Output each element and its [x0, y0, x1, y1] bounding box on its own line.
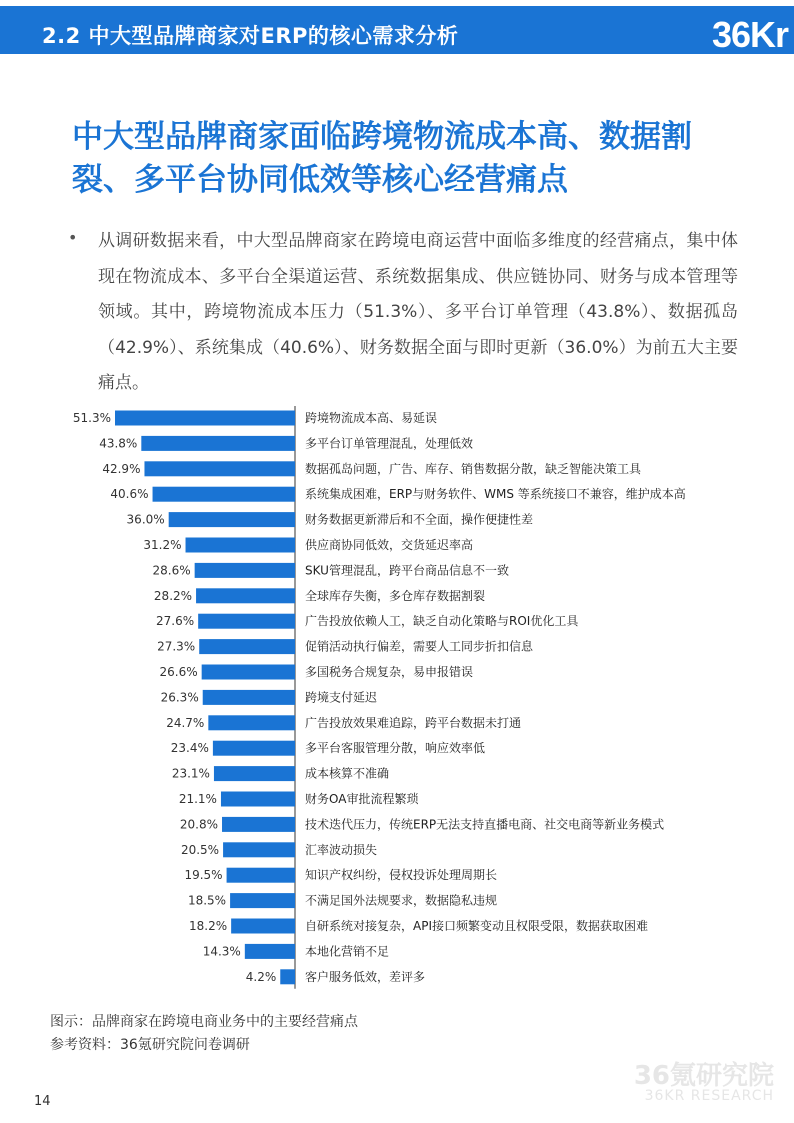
- category-label-9: 广告投放依赖人工，缺乏自动化策略与ROI优化工具: [305, 614, 579, 629]
- category-label-6: 供应商协同低效，交货延迟率高: [305, 538, 474, 552]
- value-label-11: 26.6%: [159, 665, 198, 679]
- bar-13: [208, 715, 295, 730]
- value-label-14: 23.4%: [170, 741, 209, 756]
- category-label-7: SKU管理混乱，跨平台商品信息不一致: [305, 563, 509, 578]
- bar-4: [153, 487, 295, 502]
- bar-3: [144, 461, 295, 476]
- value-label-17: 20.8%: [179, 817, 219, 832]
- bar-21: [231, 919, 295, 934]
- value-label-12: 26.3%: [160, 690, 199, 705]
- value-label-10: 27.3%: [157, 639, 196, 654]
- category-label-5: 财务数据更新滞后和不全面，操作便捷性差: [305, 512, 534, 527]
- value-label-7: 28.6%: [152, 563, 191, 578]
- value-label-8: 28.2%: [153, 588, 193, 603]
- bar-19: [227, 868, 295, 883]
- bar-16: [221, 792, 295, 807]
- value-label-5: 36.0%: [126, 512, 165, 527]
- value-label-18: 20.5%: [180, 842, 220, 857]
- category-label-22: 本地化营销不足: [305, 944, 390, 959]
- bar-6: [186, 538, 295, 553]
- category-label-21: 自研系统对接复杂，API接口频繁变动且权限受限，数据获取困难: [305, 919, 648, 933]
- value-label-16: 21.1%: [178, 792, 217, 806]
- bar-15: [214, 766, 295, 781]
- watermark-subtitle: 36KR RESEARCH: [644, 1088, 774, 1104]
- category-label-18: 汇率波动损失: [305, 842, 378, 857]
- value-label-6: 31.2%: [143, 538, 182, 552]
- value-label-15: 23.1%: [171, 766, 210, 781]
- bar-10: [199, 639, 295, 654]
- category-label-2: 多平台订单管理混乱，处理低效: [305, 436, 474, 451]
- bullet-marker: •: [68, 228, 78, 247]
- bar-5: [169, 512, 295, 527]
- header-band: [0, 6, 794, 54]
- watermark-title: 36氪研究院: [633, 1061, 774, 1091]
- category-label-3: 数据孤岛问题，广告、库存、销售数据分散，缺乏智能决策工具: [305, 461, 642, 476]
- bar-20: [230, 893, 295, 908]
- bar-18: [223, 842, 295, 857]
- bar-1: [115, 411, 295, 426]
- category-label-12: 跨境支付延迟: [305, 690, 378, 705]
- page-number: 14: [34, 1094, 51, 1109]
- category-label-16: 财务OA审批流程繁琐: [305, 792, 419, 806]
- bar-12: [203, 690, 295, 705]
- bar-2: [141, 436, 295, 451]
- bar-7: [195, 563, 295, 578]
- figure-caption: 图示：品牌商家在跨境电商业务中的主要经营痛点: [50, 1014, 358, 1030]
- value-label-2: 43.8%: [99, 436, 138, 451]
- value-label-9: 27.6%: [156, 614, 195, 629]
- bar-22: [245, 944, 295, 959]
- source-note: 参考资料：36氪研究院问卷调研: [50, 1037, 250, 1053]
- category-label-4: 系统集成困难，ERP与财务软件、WMS 等系统接口不兼容，维护成本高: [305, 487, 686, 502]
- category-label-15: 成本核算不准确: [305, 766, 390, 781]
- bar-23: [280, 969, 295, 984]
- value-label-22: 14.3%: [202, 944, 241, 959]
- section-title: 2.2 中大型品牌商家对ERP的核心需求分析: [42, 24, 459, 48]
- value-label-13: 24.7%: [166, 715, 205, 730]
- category-label-10: 促销活动执行偏差，需要人工同步折扣信息: [305, 639, 534, 654]
- value-label-4: 40.6%: [110, 487, 149, 502]
- category-label-1: 跨境物流成本高、易延误: [305, 411, 438, 425]
- brand-logo: 36Kr: [711, 14, 788, 55]
- category-label-11: 多国税务合规复杂，易申报错误: [305, 665, 474, 679]
- category-label-23: 客户服务低效，差评多: [305, 969, 426, 984]
- value-label-21: 18.2%: [189, 919, 228, 933]
- category-label-13: 广告投放效果难追踪，跨平台数据未打通: [305, 715, 522, 730]
- value-label-23: 4.2%: [245, 969, 277, 984]
- category-label-19: 知识产权纠纷，侵权投诉处理周期长: [305, 868, 498, 883]
- bar-11: [202, 665, 295, 680]
- bullet-paragraph: 从调研数据来看，中大型品牌商家在跨境电商运营中面临多维度的经营痛点，集中体现在物流成本、多平台全渠道运营、系统数据集成、供应链协同、财务与成本管理等领域。其中，跨境物流成本压力（51.3%）、多平台订单管理（43.8%）、数据孤岛（42.9%）、系统集成（40.6%）、财务数据全面与即时更新（36.0%）为前五大主要痛点。: [98, 231, 738, 393]
- category-label-14: 多平台客服管理分散，响应效率低: [305, 741, 486, 756]
- value-label-19: 19.5%: [184, 868, 223, 883]
- category-label-8: 全球库存失衡，多仓库存数据割裂: [305, 588, 486, 603]
- value-label-3: 42.9%: [102, 461, 141, 476]
- bar-9: [198, 614, 295, 629]
- bar-14: [213, 741, 295, 756]
- page-title: 中大型品牌商家面临跨境物流成本高、数据割裂、多平台协同低效等核心经营痛点: [72, 119, 692, 198]
- value-label-1: 51.3%: [72, 411, 111, 425]
- value-label-20: 18.5%: [187, 893, 227, 908]
- pain-points-bar-chart: [0, 400, 794, 1000]
- bar-8: [196, 588, 295, 603]
- category-label-17: 技术迭代压力，传统ERP无法支持直播电商、社交电商等新业务模式: [305, 817, 665, 832]
- bar-17: [222, 817, 295, 832]
- category-label-20: 不满足国外法规要求，数据隐私违规: [305, 893, 498, 908]
